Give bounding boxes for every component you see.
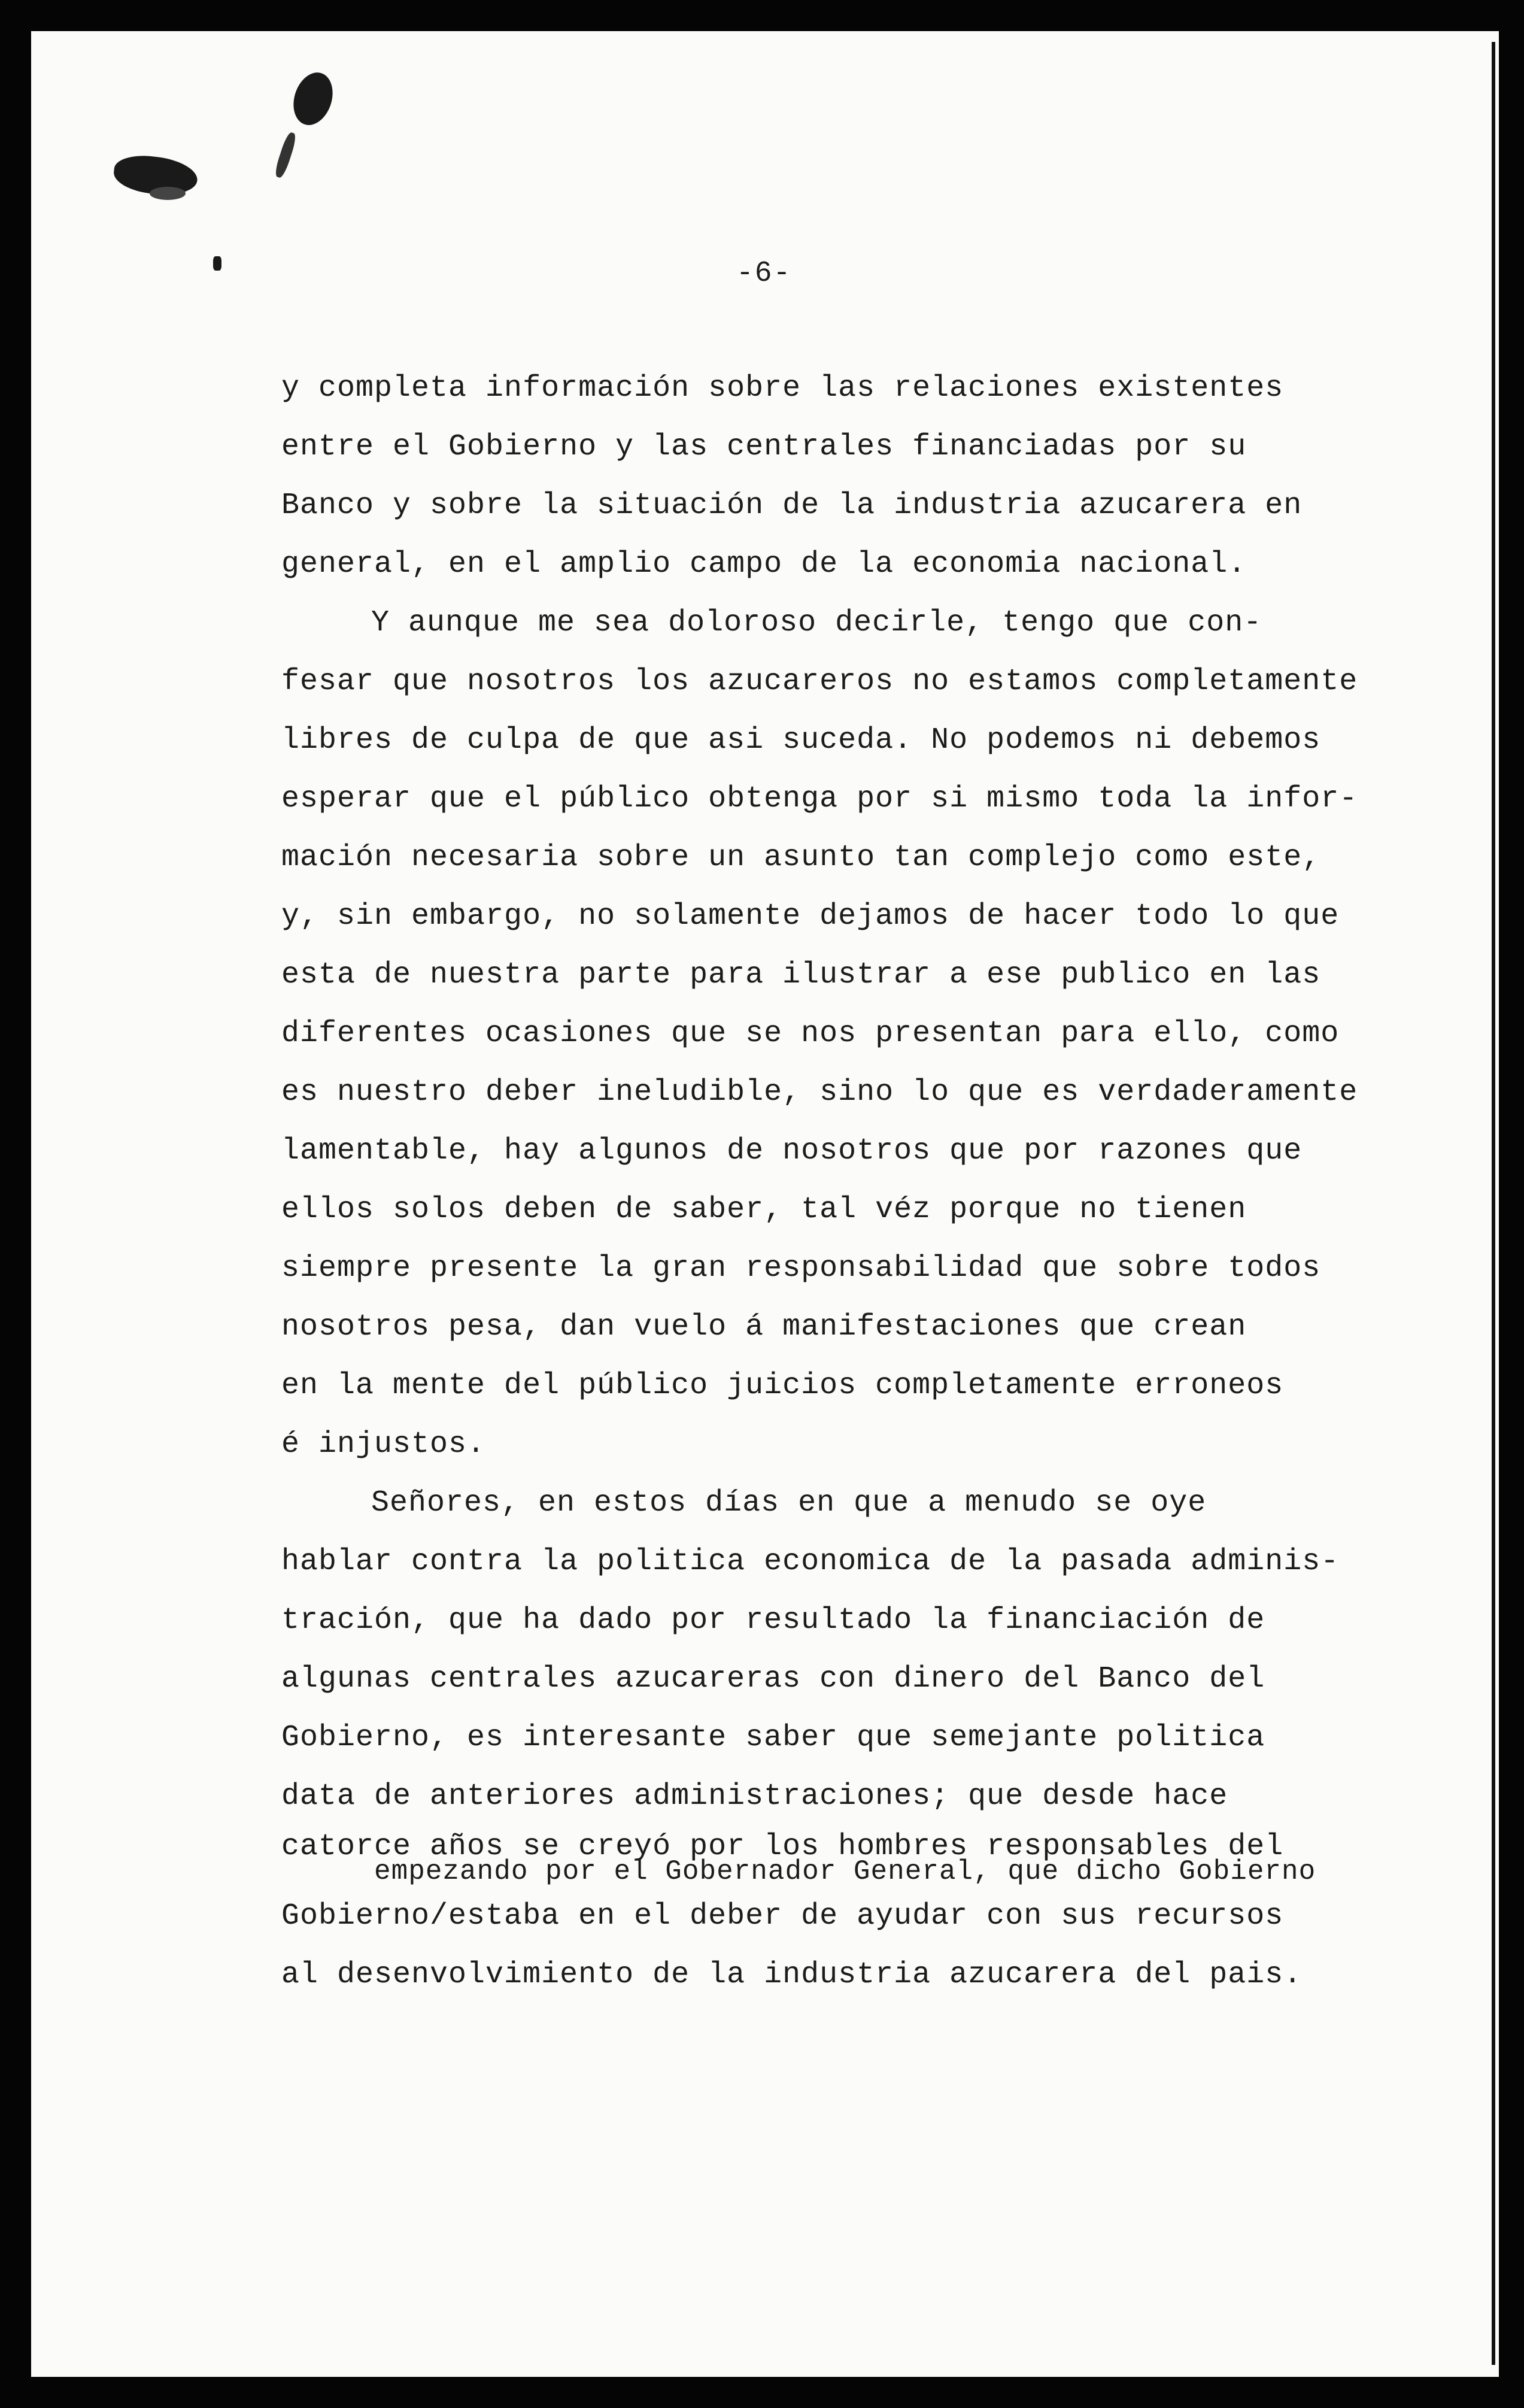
text-line: nosotros pesa, dan vuelo á manifestaciones que crean bbox=[281, 1310, 1247, 1344]
page-number: -6- bbox=[736, 257, 792, 290]
text-line: diferentes ocasiones que se nos presentan para ello, como bbox=[281, 1017, 1340, 1051]
text-line: fesar que nosotros los azucareros no estamos completamente bbox=[281, 665, 1358, 699]
text-line: Banco y sobre la situación de la industria azucarera en bbox=[281, 489, 1303, 523]
text-line: en la mente del público juicios completamente erroneos bbox=[281, 1369, 1284, 1403]
text-line: catorce años se creyó por los hombres responsables del bbox=[281, 1830, 1284, 1864]
text-line: entre el Gobierno y las centrales financiadas por su bbox=[281, 430, 1247, 464]
text-line: data de anteriores administraciones; que desde hace bbox=[281, 1779, 1228, 1813]
text-line: es nuestro deber ineludible, sino lo que es verdaderamente bbox=[281, 1075, 1358, 1109]
text-line: Señores, en estos días en que a menudo se oye bbox=[371, 1486, 1207, 1520]
text-line: hablar contra la politica economica de la pasada adminis- bbox=[281, 1545, 1340, 1579]
text-line: esperar que el público obtenga por si mismo toda la infor- bbox=[281, 782, 1358, 816]
text-line: libres de culpa de que asi suceda. No podemos ni debemos bbox=[281, 723, 1321, 757]
text-line: y completa información sobre las relaciones existentes bbox=[281, 371, 1284, 405]
text-line: Y aunque me sea doloroso decirle, tengo que con- bbox=[371, 606, 1262, 640]
text-line: y, sin embargo, no solamente dejamos de hacer todo lo que bbox=[281, 899, 1340, 933]
text-line: esta de nuestra parte para ilustrar a ese publico en las bbox=[281, 958, 1321, 992]
text-line: siempre presente la gran responsabilidad que sobre todos bbox=[281, 1251, 1321, 1285]
text-line: Gobierno, es interesante saber que semejante politica bbox=[281, 1721, 1265, 1755]
typed-body-text bbox=[281, 359, 1407, 2004]
text-line: tración, que ha dado por resultado la financiación de bbox=[281, 1603, 1265, 1637]
page-edge-shadow bbox=[1492, 42, 1495, 2365]
text-line: Gobierno/estaba en el deber de ayudar con sus recursos bbox=[281, 1899, 1284, 1933]
ink-dot bbox=[213, 256, 221, 271]
text-line: é injustos. bbox=[281, 1427, 486, 1461]
interlinear-insertion: empezando por el Gobernador General, que dicho Gobierno bbox=[374, 1856, 1316, 1887]
text-line: algunas centrales azucareras con dinero del Banco del bbox=[281, 1662, 1265, 1696]
ink-smudge-tail bbox=[150, 187, 186, 200]
text-line: general, en el amplio campo de la economia nacional. bbox=[281, 547, 1247, 581]
text-line: al desenvolvimiento de la industria azucarera del pais. bbox=[281, 1958, 1303, 1992]
text-line: mación necesaria sobre un asunto tan complejo como este, bbox=[281, 841, 1321, 875]
text-line: ellos solos deben de saber, tal véz porque no tienen bbox=[281, 1193, 1247, 1227]
text-line: lamentable, hay algunos de nosotros que por razones que bbox=[281, 1134, 1303, 1168]
